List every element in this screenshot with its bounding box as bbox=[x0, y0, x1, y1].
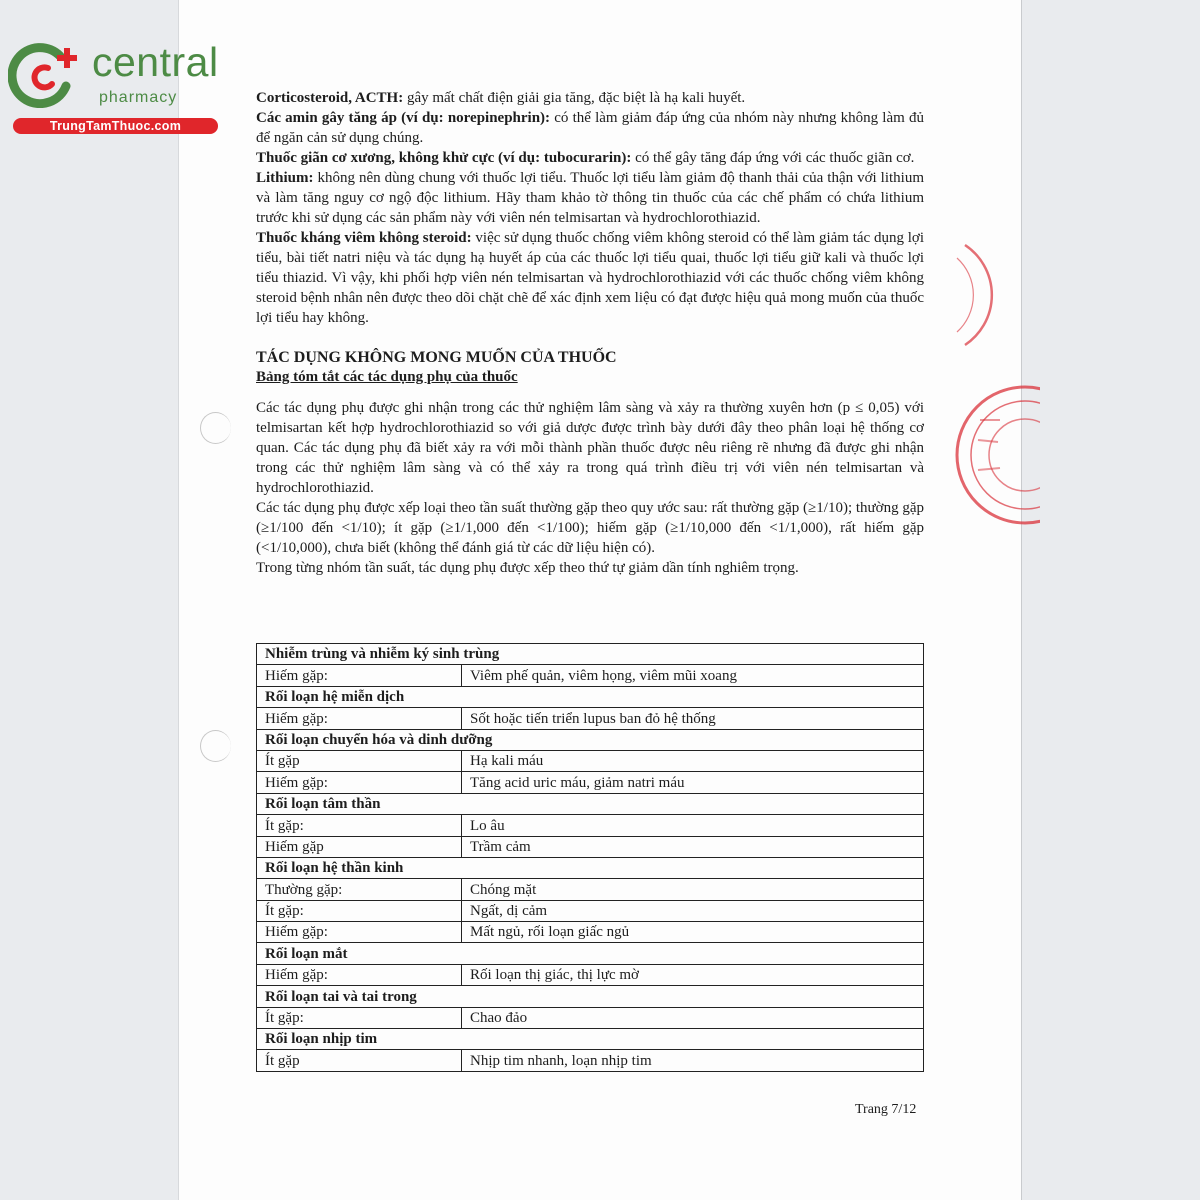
interaction-term: Thuốc giãn cơ xương, không khử cực (ví dụ: tubocurarin): bbox=[256, 150, 632, 166]
frequency-cell: Ít gặp: bbox=[257, 900, 462, 921]
effect-cell: Ngất, dị cảm bbox=[462, 900, 924, 921]
effect-cell: Tăng acid uric máu, giảm natri máu bbox=[462, 772, 924, 793]
table-group-row bbox=[257, 793, 924, 814]
table-row bbox=[257, 922, 924, 943]
table-row bbox=[257, 1050, 924, 1071]
table-group-row bbox=[257, 644, 924, 665]
frequency-cell: Thường gặp: bbox=[257, 879, 462, 900]
frequency-cell: Hiếm gặp bbox=[257, 836, 462, 857]
interaction-term: Thuốc kháng viêm không steroid: bbox=[256, 230, 472, 246]
paragraph: Các tác dụng phụ được ghi nhận trong các thử nghiệm lâm sàng và xảy ra thường xuyên hơn (p ≤ 0,05) với telmisartan kết hợp hydrochlorothiazid so với giả dược được trình bày dưới đây theo phân loại hệ thống cơ quan. Các tác dụng phụ đã biết xảy ra với mỗi thành phần thuốc được nêu riêng rẽ nhưng đã được ghi nhận trong các thử nghiệm lâm sàng và có thể xảy ra trong quá trình điều trị với viên nén telmisartan và hydrochlorothiazid. bbox=[256, 400, 924, 496]
interaction-text: có thể gây tăng đáp ứng với các thuốc giãn cơ. bbox=[631, 150, 915, 166]
table-row bbox=[257, 665, 924, 686]
partial-stamp-seal bbox=[935, 240, 1005, 350]
table-row bbox=[257, 772, 924, 793]
effect-cell: Sốt hoặc tiến triển lupus ban đỏ hệ thống bbox=[462, 708, 924, 729]
company-red-stamp-seal bbox=[950, 380, 1040, 530]
logo-subtitle: pharmacy bbox=[99, 89, 178, 106]
organ-system-heading: Rối loạn hệ thần kinh bbox=[257, 857, 924, 878]
organ-system-heading: Nhiễm trùng và nhiễm ký sinh trùng bbox=[257, 644, 924, 665]
logo-website: TrungTamThuoc.com bbox=[13, 118, 218, 134]
table-row bbox=[257, 708, 924, 729]
interaction-list bbox=[256, 88, 924, 328]
section-title: TÁC DỤNG KHÔNG MONG MUỐN CỦA THUỐC bbox=[256, 349, 617, 366]
interaction-paragraph bbox=[256, 168, 924, 228]
interaction-text: không nên dùng chung với thuốc lợi tiểu. Thuốc lợi tiểu làm giảm độ thanh thải của thận với lithium và làm tăng nguy cơ ngộ độc lithium. Hãy tham khảo tờ thông tin thuốc của các chế phẩm có chứa lithium trước khi sử dụng các sản phẩm này với viên nén telmisartan và hydrochlorothiazid. bbox=[256, 170, 924, 226]
effect-cell: Viêm phế quản, viêm họng, viêm mũi xoang bbox=[462, 665, 924, 686]
effect-cell: Trầm cảm bbox=[462, 836, 924, 857]
organ-system-heading: Rối loạn tâm thần bbox=[257, 793, 924, 814]
interaction-term: Corticosteroid, ACTH: bbox=[256, 90, 404, 106]
interaction-paragraph bbox=[256, 108, 924, 148]
frequency-cell: Hiếm gặp: bbox=[257, 708, 462, 729]
interaction-paragraph bbox=[256, 148, 924, 168]
table-group-row bbox=[257, 729, 924, 750]
effect-cell: Mất ngủ, rối loạn giấc ngủ bbox=[462, 922, 924, 943]
frequency-cell: Ít gặp bbox=[257, 1050, 462, 1071]
page-number: Trang 7/12 bbox=[855, 1102, 917, 1117]
effect-cell: Chóng mặt bbox=[462, 879, 924, 900]
table-group-row bbox=[257, 943, 924, 964]
organ-system-heading: Rối loạn chuyển hóa và dinh dưỡng bbox=[257, 729, 924, 750]
interaction-term: Lithium: bbox=[256, 170, 314, 186]
table-row bbox=[257, 836, 924, 857]
frequency-cell: Hiếm gặp: bbox=[257, 964, 462, 985]
table-group-row bbox=[257, 1029, 924, 1050]
frequency-cell: Hiếm gặp: bbox=[257, 922, 462, 943]
frequency-cell: Hiếm gặp: bbox=[257, 665, 462, 686]
interaction-paragraph bbox=[256, 88, 924, 108]
interaction-text: gây mất chất điện giải gia tăng, đặc biệt là hạ kali huyết. bbox=[403, 90, 746, 106]
effect-cell: Rối loạn thị giác, thị lực mờ bbox=[462, 964, 924, 985]
table-row bbox=[257, 1007, 924, 1028]
organ-system-heading: Rối loạn hệ miễn dịch bbox=[257, 686, 924, 707]
section-subtitle: Bảng tóm tắt các tác dụng phụ của thuốc bbox=[256, 369, 518, 385]
frequency-cell: Ít gặp: bbox=[257, 815, 462, 836]
pharmacy-cross-logo-icon bbox=[8, 38, 88, 108]
table-row bbox=[257, 900, 924, 921]
frequency-cell: Ít gặp bbox=[257, 750, 462, 771]
organ-system-heading: Rối loạn nhịp tim bbox=[257, 1029, 924, 1050]
interaction-text: việc sử dụng thuốc chống viêm không steroid có thể làm giảm tác dụng lợi tiểu, bài tiết natri niệu và tác dụng hạ huyết áp của các thuốc lợi tiểu quai, thuốc lợi tiểu giữ kali và thuốc lợi tiểu thiazid. Vì vậy, khi phối hợp viên nén telmisartan và hydrochlorothiazid với các thuốc chống viêm không steroid bệnh nhân nên được theo dõi chặt chẽ để xác định xem liệu có đạt được hiệu quả mong muốn của thuốc lợi tiểu hay không. bbox=[256, 230, 924, 326]
adverse-effects-table bbox=[256, 643, 924, 1072]
frequency-cell: Ít gặp: bbox=[257, 1007, 462, 1028]
interaction-text: có thể làm giảm đáp ứng của nhóm này nhưng không làm đủ để ngăn cản sử dụng chúng. bbox=[256, 110, 924, 146]
table-row bbox=[257, 879, 924, 900]
central-pharmacy-logo bbox=[8, 38, 223, 138]
punch-hole bbox=[200, 412, 231, 444]
frequency-cell: Hiếm gặp: bbox=[257, 772, 462, 793]
table-row bbox=[257, 815, 924, 836]
table-row bbox=[257, 750, 924, 771]
interaction-term: Các amin gây tăng áp (ví dụ: norepinephrin): bbox=[256, 110, 551, 126]
interaction-paragraph bbox=[256, 228, 924, 328]
organ-system-heading: Rối loạn mắt bbox=[257, 943, 924, 964]
document-body bbox=[256, 88, 924, 578]
paragraph: Trong từng nhóm tần suất, tác dụng phụ được xếp theo thứ tự giảm dần tính nghiêm trọng. bbox=[256, 560, 799, 576]
punch-hole bbox=[200, 730, 231, 762]
paragraph: Các tác dụng phụ được xếp loại theo tần suất thường gặp theo quy ước sau: rất thường gặp (≥1/10); thường gặp (≥1/100 đến <1/10); ít gặp (≥1/1,000 đến <1/100); hiếm gặp (≥1/10,000 đến <1/1,000), rất hiếm gặp (<1/10,000), chưa biết (không thể đánh giá từ các dữ liệu hiện có). bbox=[256, 500, 924, 556]
effect-cell: Lo âu bbox=[462, 815, 924, 836]
table-group-row bbox=[257, 686, 924, 707]
effect-cell: Chao đảo bbox=[462, 1007, 924, 1028]
table-group-row bbox=[257, 857, 924, 878]
organ-system-heading: Rối loạn tai và tai trong bbox=[257, 986, 924, 1007]
effect-cell: Hạ kali máu bbox=[462, 750, 924, 771]
effect-cell: Nhịp tim nhanh, loạn nhịp tim bbox=[462, 1050, 924, 1071]
table-row bbox=[257, 964, 924, 985]
logo-name: central bbox=[92, 39, 219, 85]
table-group-row bbox=[257, 986, 924, 1007]
